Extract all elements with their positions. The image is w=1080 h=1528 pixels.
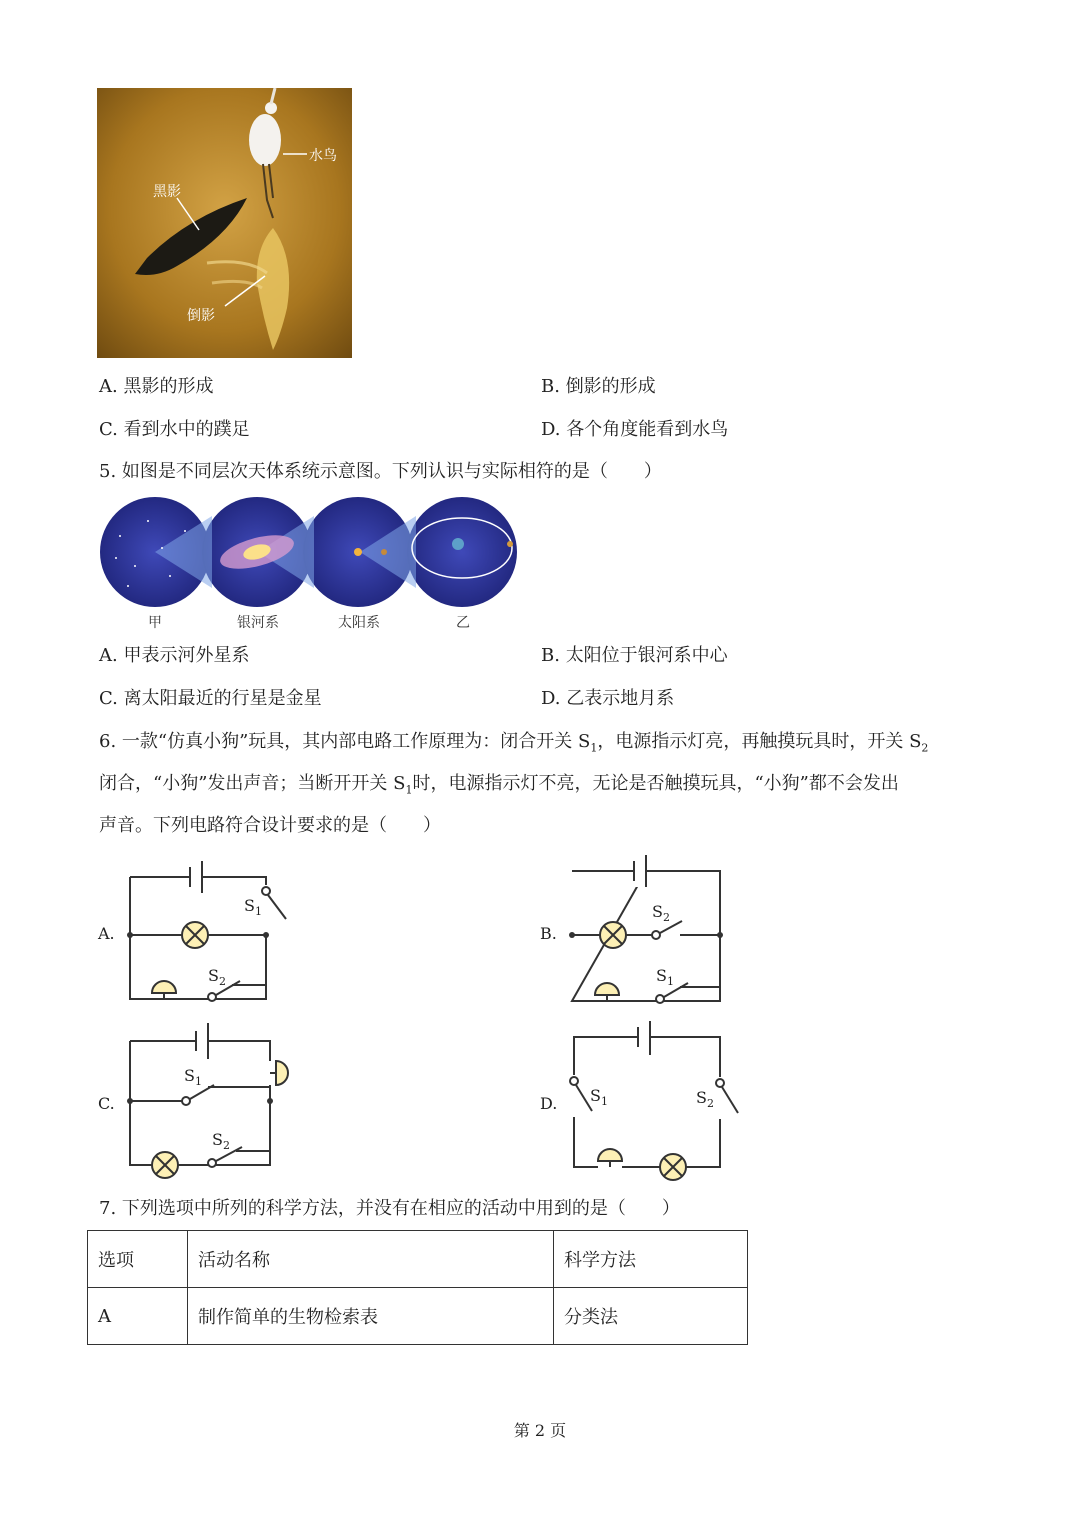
circuit-b-label: B.: [540, 924, 557, 943]
circuit-d-s1: $S_1$: [590, 1086, 608, 1108]
circuit-a-s1: $S_1$: [244, 896, 262, 918]
q5-option-d: D. 乙表示地月系: [541, 688, 675, 709]
q4-option-c: C. 看到水中的蹼足: [99, 419, 250, 440]
q4-option-d: D. 各个角度能看到水鸟: [541, 419, 729, 440]
label-reflection: 倒影: [187, 308, 215, 324]
circuit-a: [97, 861, 286, 1001]
table-header-cell: 科学方法: [554, 1231, 748, 1288]
circuit-d: [540, 1021, 738, 1180]
q7-table: [87, 1230, 748, 1345]
page-number: 第 2 页: [513, 1421, 567, 1440]
circuit-d-s2: $S_2$: [696, 1088, 714, 1110]
fig-label-yi: 乙: [456, 615, 470, 631]
circuit-c: [98, 1023, 288, 1178]
q7-table-wrap: [87, 1230, 748, 1345]
q6-stem-line-3: 声音。下列电路符合设计要求的是（ ）: [99, 815, 441, 836]
table-cell: A: [88, 1288, 188, 1345]
celestial-systems-diagram: [100, 496, 525, 636]
circuit-b-s1: $S_1$: [656, 966, 674, 988]
label-shadow: 黑影: [153, 184, 181, 200]
circuit-a-label: A.: [98, 924, 115, 943]
table-cell: 分类法: [554, 1288, 748, 1345]
q5-stem: 5. 如图是不同层次天体系统示意图。下列认识与实际相符的是（ ）: [99, 461, 662, 482]
bird-photo: [97, 88, 352, 358]
circuit-b: [540, 855, 723, 1003]
circuit-d-label: D.: [540, 1094, 558, 1113]
table-cell: 制作简单的生物检索表: [188, 1288, 554, 1345]
circuit-c-s2: $S_2$: [212, 1130, 230, 1152]
q5-figure: [100, 496, 525, 636]
table-row: [88, 1288, 748, 1345]
q6-stem-line-1: 6. 一款“仿真小狗”玩具，其内部电路工作原理为：闭合开关 $S_1$，电源指示灯亮，再触摸玩具时，开关 $S_2$: [99, 731, 929, 755]
q6-circuits: [96, 855, 996, 1185]
q7-stem: 7. 下列选项中所列的科学方法，并没有在相应的活动中用到的是（ ）: [99, 1198, 680, 1219]
table-header-row: [88, 1231, 748, 1288]
circuit-b-s2: $S_2$: [652, 902, 670, 924]
q6-stem-line-2: 闭合，“小狗”发出声音；当断开开关 $S_1$时，电源指示灯不亮，无论是否触摸玩具，“小狗”都不会发出: [99, 773, 899, 797]
fig-label-solar-system: 太阳系: [338, 615, 380, 631]
fig-label-milky-way: 银河系: [237, 615, 279, 631]
bird-photo-image: [97, 88, 352, 358]
q4-option-a: A. 黑影的形成: [99, 376, 214, 397]
q5-option-c: C. 离太阳最近的行星是金星: [99, 688, 322, 709]
label-bird: 水鸟: [309, 148, 337, 164]
q6-circuit-diagrams: [96, 855, 996, 1185]
table-header-cell: 活动名称: [188, 1231, 554, 1288]
q4-option-b: B. 倒影的形成: [541, 376, 656, 397]
q5-option-b: B. 太阳位于银河系中心: [541, 645, 728, 666]
q5-option-a: A. 甲表示河外星系: [99, 645, 250, 666]
fig-label-jia: 甲: [148, 615, 162, 631]
table-header-cell: 选项: [88, 1231, 188, 1288]
circuit-c-s1: $S_1$: [184, 1066, 202, 1088]
circuit-a-s2: $S_2$: [208, 966, 226, 988]
circuit-c-label: C.: [98, 1094, 115, 1113]
